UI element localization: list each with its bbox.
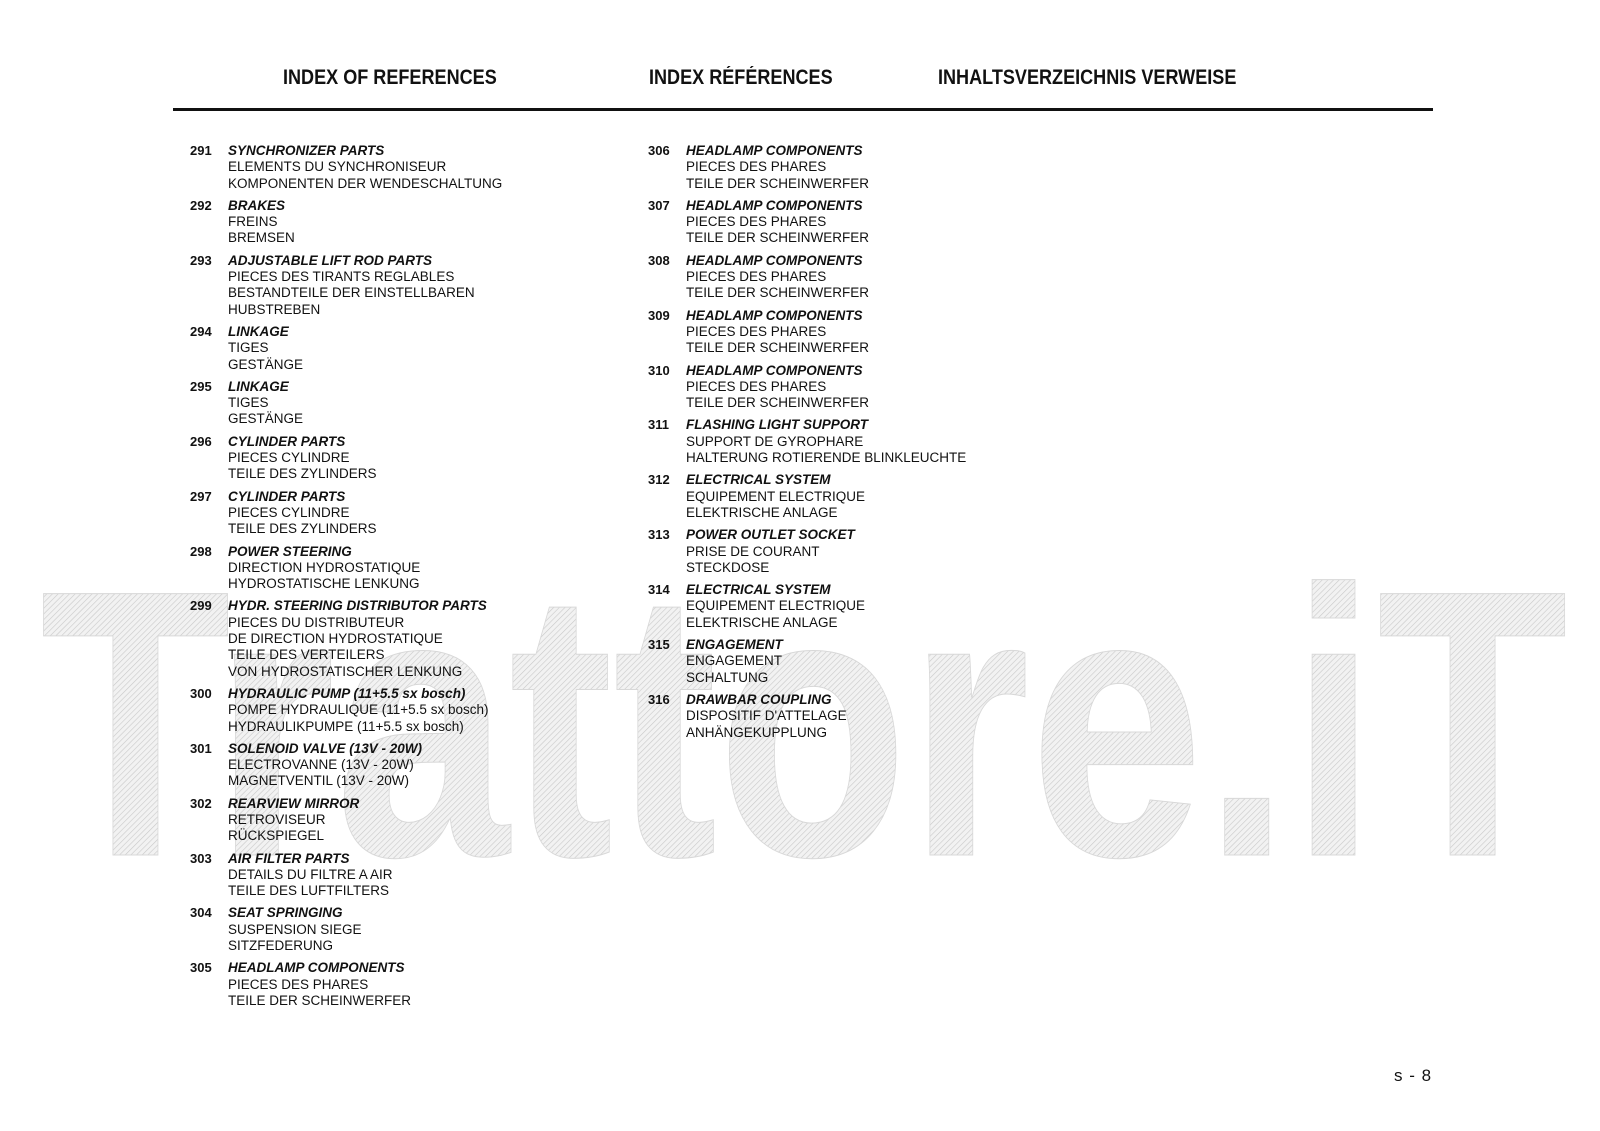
entry-translation: ANHÄNGEKUPPLUNG — [686, 724, 828, 740]
entry-text — [686, 198, 1088, 247]
entry-translation: TEILE DER SCHEINWERFER — [686, 175, 870, 191]
entry-translation: KOMPONENTEN DER WENDESCHALTUNG — [228, 175, 503, 191]
index-entry — [190, 686, 630, 735]
entry-translation: PRISE DE COURANT — [686, 543, 820, 559]
entry-text — [228, 143, 630, 192]
entry-number: 308 — [648, 252, 670, 268]
entry-text — [228, 686, 630, 735]
index-entry — [190, 143, 630, 192]
entry-translation: TEILE DER SCHEINWERFER — [228, 992, 412, 1008]
index-entry — [190, 324, 630, 373]
entry-title: SYNCHRONIZER PARTS — [228, 143, 385, 158]
entry-title: LINKAGE — [228, 323, 289, 339]
entry-translation: HUBSTREBEN — [228, 301, 321, 317]
index-entry — [648, 582, 1088, 631]
entry-title: POWER OUTLET SOCKET — [686, 527, 855, 543]
entry-number: 302 — [190, 795, 212, 811]
entry-translation: EQUIPEMENT ELECTRIQUE — [686, 488, 866, 504]
entry-translation: SUSPENSION SIEGE — [228, 921, 362, 937]
entry-title: LINKAGE — [228, 378, 289, 394]
entry-text — [228, 741, 630, 790]
entry-translation: ELEKTRISCHE ANLAGE — [686, 614, 838, 630]
entry-number: 296 — [190, 433, 212, 449]
title-german: INHALTSVERZEICHNIS VERWEISE — [938, 66, 1237, 89]
entry-number: 299 — [190, 598, 212, 614]
index-entry — [190, 544, 630, 593]
index-entry — [190, 960, 630, 1009]
entry-translation: PIECES DU DISTRIBUTEUR — [228, 614, 405, 630]
entry-translation: DETAILS DU FILTRE A AIR — [228, 866, 393, 882]
entry-text — [228, 379, 630, 428]
entry-number: 316 — [648, 691, 670, 707]
entry-text — [228, 905, 630, 954]
entry-translation: GESTÄNGE — [228, 411, 304, 427]
entry-number: 310 — [648, 362, 670, 378]
entry-number: 298 — [190, 543, 212, 559]
title-french: INDEX RÉFÉRENCES — [649, 66, 833, 89]
entry-translation: ELEMENTS DU SYNCHRONISEUR — [228, 159, 447, 175]
entry-translation: TEILE DES VERTEILERS — [228, 647, 385, 663]
index-entry — [190, 198, 630, 247]
entry-number: 293 — [190, 252, 212, 268]
entry-number: 309 — [648, 307, 670, 323]
entry-translation: DE DIRECTION HYDROSTATIQUE — [228, 631, 443, 647]
entry-translation: POMPE HYDRAULIQUE (11+5.5 sx bosch) — [228, 702, 489, 718]
entry-translation: TEILE DES ZYLINDERS — [228, 466, 377, 482]
entry-text — [228, 198, 630, 247]
entry-title: HEADLAMP COMPONENTS — [228, 960, 405, 976]
entry-text — [686, 308, 1088, 357]
entry-translation: ELECTROVANNE (13V - 20W) — [228, 757, 414, 773]
entry-text — [686, 253, 1088, 302]
entry-number: 311 — [648, 417, 669, 433]
watermark-text: Trattore.iT — [40, 555, 1568, 875]
entry-title: CYLINDER PARTS — [228, 488, 346, 504]
entry-translation: GESTÄNGE — [228, 356, 304, 372]
index-entry — [190, 253, 630, 318]
entry-title: POWER STEERING — [228, 543, 352, 559]
entry-translation: TEILE DER SCHEINWERFER — [686, 230, 870, 246]
entry-translation: PIECES DES PHARES — [686, 378, 827, 394]
entry-title: AIR FILTER PARTS — [228, 850, 350, 866]
index-entry — [648, 637, 1088, 686]
entry-translation: TEILE DER SCHEINWERFER — [686, 395, 870, 411]
entry-text — [228, 851, 630, 900]
entry-title: HEADLAMP COMPONENTS — [686, 307, 863, 323]
entry-translation: BREMSEN — [228, 230, 295, 246]
entry-number: 301 — [190, 740, 212, 756]
entry-translation: MAGNETVENTIL (13V - 20W) — [228, 773, 410, 789]
entry-translation: RÜCKSPIEGEL — [228, 828, 325, 844]
entry-text — [228, 960, 630, 1009]
entry-text — [228, 544, 630, 593]
entry-translation: VON HYDROSTATISCHER LENKUNG — [228, 663, 463, 679]
entry-number: 291 — [190, 143, 212, 158]
entry-text — [228, 598, 630, 679]
entry-title: FLASHING LIGHT SUPPORT — [686, 417, 869, 433]
entry-translation: SITZFEDERUNG — [228, 938, 334, 954]
entry-number: 315 — [648, 637, 670, 653]
entry-translation: ENGAGEMENT — [686, 653, 783, 669]
entry-translation: RETROVISEUR — [228, 811, 326, 827]
entry-translation: PIECES DES PHARES — [686, 214, 827, 230]
index-entry — [648, 417, 1088, 466]
entry-number: 300 — [190, 685, 212, 701]
entry-translation: STECKDOSE — [686, 559, 770, 575]
index-entry — [190, 796, 630, 845]
entry-translation: PIECES DES PHARES — [686, 269, 827, 285]
entry-translation: TEILE DER SCHEINWERFER — [686, 285, 870, 301]
entry-number: 292 — [190, 197, 212, 213]
entry-translation: PIECES CYLINDRE — [228, 504, 350, 520]
index-entry — [190, 851, 630, 900]
index-entry — [648, 692, 1088, 741]
entry-title: DRAWBAR COUPLING — [686, 691, 832, 707]
entry-title: HYDR. STEERING DISTRIBUTOR PARTS — [228, 598, 487, 614]
entry-number: 306 — [648, 143, 670, 158]
entry-title: HEADLAMP COMPONENTS — [686, 362, 863, 378]
entry-number: 297 — [190, 488, 212, 504]
entry-text — [686, 527, 1088, 576]
index-column-left — [190, 143, 630, 1015]
entry-text — [228, 796, 630, 845]
entry-translation: TEILE DES ZYLINDERS — [228, 521, 377, 537]
entry-title: ELECTRICAL SYSTEM — [686, 582, 831, 598]
entry-number: 307 — [648, 197, 670, 213]
entry-text — [686, 472, 1088, 521]
entry-number: 313 — [648, 527, 670, 543]
index-entry — [190, 379, 630, 428]
entry-translation: PIECES DES TIRANTS REGLABLES — [228, 269, 455, 285]
entry-title: HEADLAMP COMPONENTS — [686, 197, 863, 213]
index-entry — [648, 308, 1088, 357]
entry-number: 303 — [190, 850, 212, 866]
index-entry — [648, 198, 1088, 247]
entry-translation: EQUIPEMENT ELECTRIQUE — [686, 598, 866, 614]
entry-title: ENGAGEMENT — [686, 637, 783, 653]
index-entry — [190, 489, 630, 538]
index-entry — [648, 527, 1088, 576]
entry-translation: SUPPORT DE GYROPHARE — [686, 433, 864, 449]
index-entry — [190, 434, 630, 483]
entry-translation: DISPOSITIF D'ATTELAGE — [686, 708, 847, 724]
entry-number: 312 — [648, 472, 670, 488]
entry-title: CYLINDER PARTS — [228, 433, 346, 449]
entry-title: ADJUSTABLE LIFT ROD PARTS — [228, 252, 433, 268]
entry-translation: PIECES DES PHARES — [686, 159, 827, 175]
entry-translation: PIECES DES PHARES — [686, 323, 827, 339]
page-number: s - 8 — [1394, 1066, 1433, 1085]
entry-title: BRAKES — [228, 197, 286, 213]
entry-number: 314 — [648, 582, 670, 598]
entry-translation: HYDRAULIKPUMPE (11+5.5 sx bosch) — [228, 718, 464, 734]
index-entry — [190, 598, 630, 679]
entry-text — [228, 324, 630, 373]
entry-title: REARVIEW MIRROR — [228, 795, 360, 811]
entry-text — [686, 692, 1088, 741]
index-entry — [648, 363, 1088, 412]
entry-title: HEADLAMP COMPONENTS — [686, 252, 863, 268]
index-entry — [648, 143, 1088, 192]
title-english: INDEX OF REFERENCES — [283, 66, 497, 89]
entry-title: SOLENOID VALVE (13V - 20W) — [228, 740, 423, 756]
header-rule — [173, 108, 1433, 111]
entry-translation: FREINS — [228, 214, 278, 230]
entry-translation: ELEKTRISCHE ANLAGE — [686, 504, 838, 520]
entry-title: SEAT SPRINGING — [228, 905, 343, 921]
entry-translation: HYDROSTATISCHE LENKUNG — [228, 576, 420, 592]
entry-number: 294 — [190, 323, 212, 339]
entry-translation: PIECES DES PHARES — [228, 976, 369, 992]
entry-title: HEADLAMP COMPONENTS — [686, 143, 863, 158]
entry-title: ELECTRICAL SYSTEM — [686, 472, 831, 488]
entry-text — [686, 582, 1088, 631]
entry-translation: PIECES CYLINDRE — [228, 450, 350, 466]
entry-translation: TEILE DER SCHEINWERFER — [686, 340, 870, 356]
entry-translation: BESTANDTEILE DER EINSTELLBAREN — [228, 285, 475, 301]
entry-translation: HALTERUNG ROTIERENDE BLINKLEUCHTE — [686, 450, 967, 466]
entry-text — [686, 417, 1088, 466]
index-entry — [190, 905, 630, 954]
entry-text — [228, 434, 630, 483]
entry-translation: SCHALTUNG — [686, 669, 769, 685]
entry-number: 295 — [190, 378, 212, 394]
entry-number: 305 — [190, 960, 212, 976]
entry-translation: TEILE DES LUFTFILTERS — [228, 883, 390, 899]
entry-text — [686, 637, 1088, 686]
entry-translation: TIGES — [228, 340, 269, 356]
index-entry — [648, 253, 1088, 302]
entry-text — [228, 253, 630, 318]
entry-text — [686, 143, 1088, 192]
entry-text — [686, 363, 1088, 412]
entry-number: 304 — [190, 905, 212, 921]
entry-title: HYDRAULIC PUMP (11+5.5 sx bosch) — [228, 685, 466, 701]
index-entry — [648, 472, 1088, 521]
entry-text — [228, 489, 630, 538]
index-entry — [190, 741, 630, 790]
index-column-right — [648, 143, 1088, 747]
entry-translation: TIGES — [228, 395, 269, 411]
entry-translation: DIRECTION HYDROSTATIQUE — [228, 559, 421, 575]
